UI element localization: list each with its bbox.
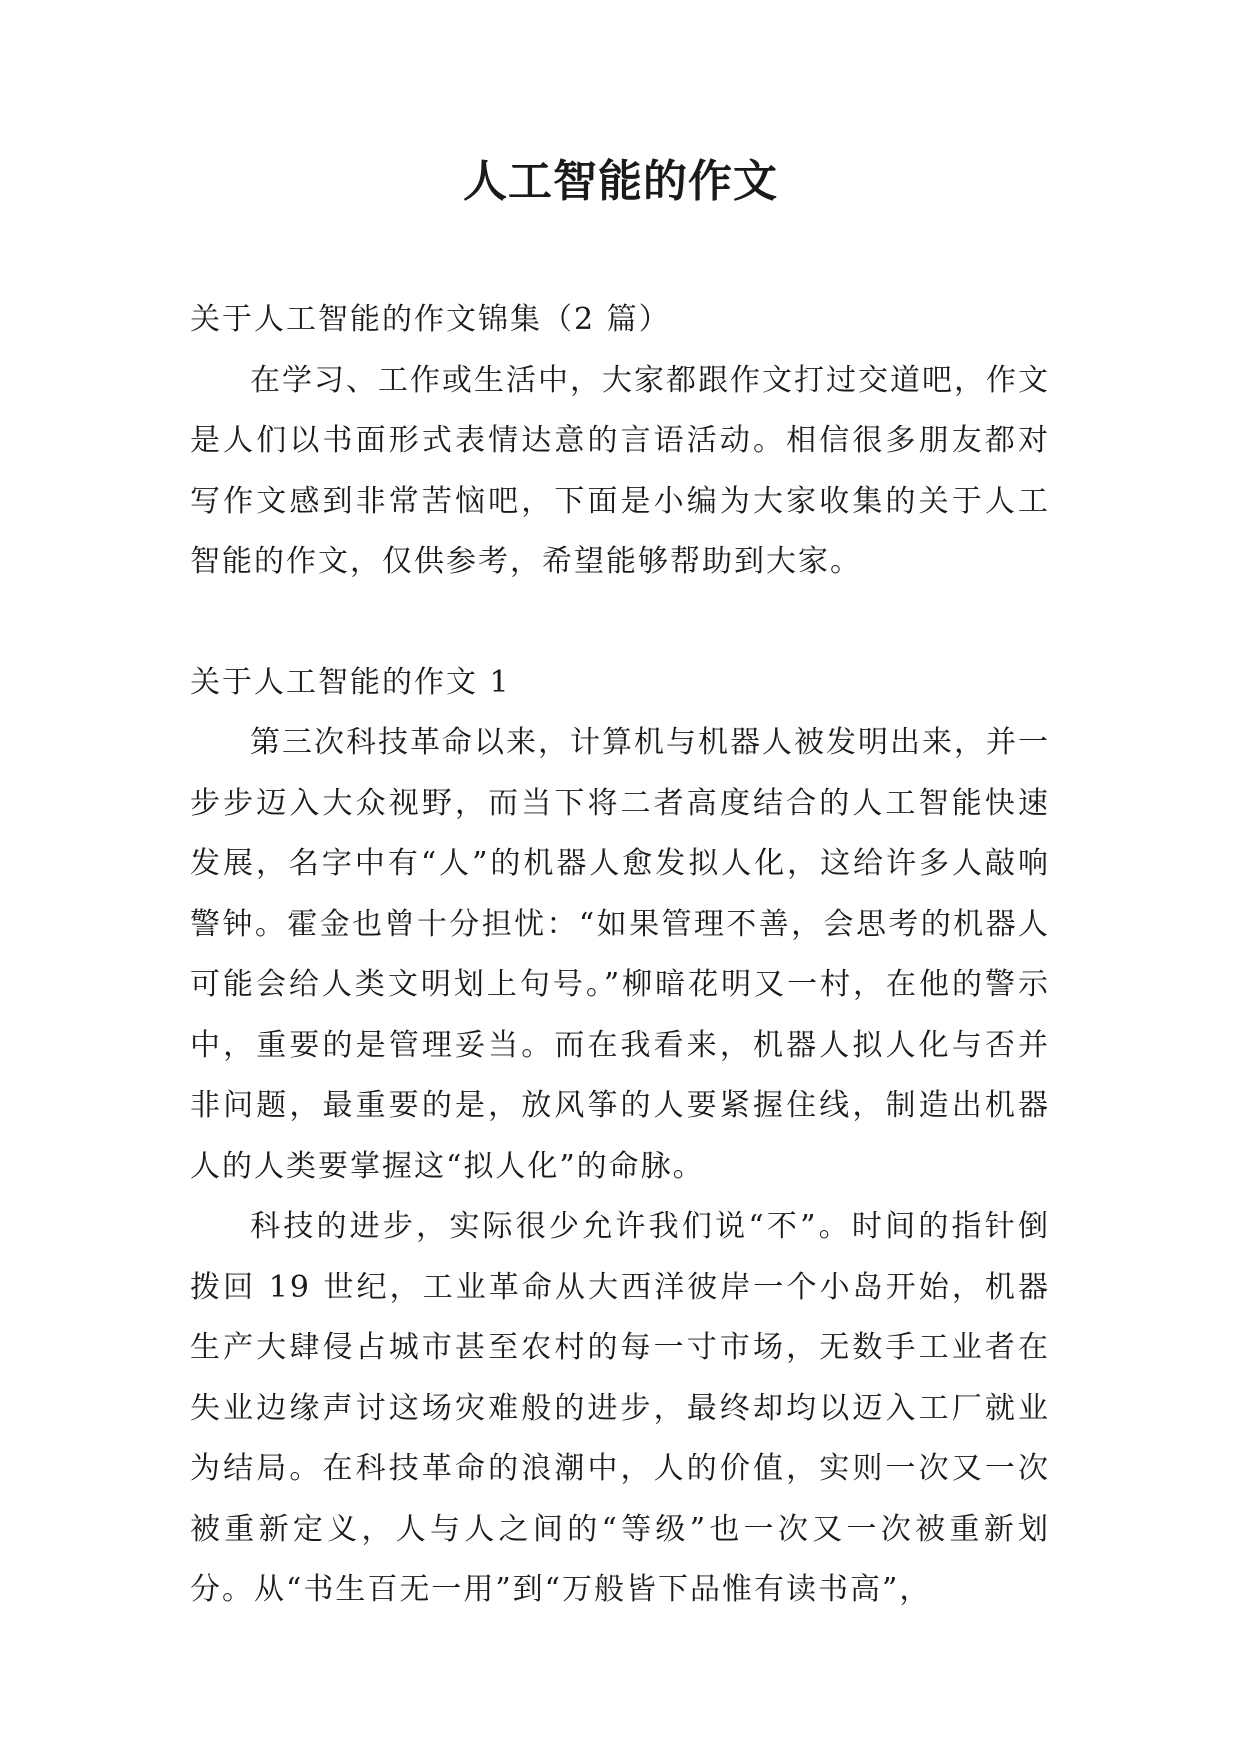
document-body [190, 290, 1050, 1621]
document-title: 人工智能的作文 [463, 156, 778, 207]
section-spacer [190, 593, 1050, 653]
essay1-paragraph: 科技的进步，实际很少允许我们说“不”。时间的指针倒拨回 19 世纪，工业革命从大西洋彼岸一个小岛开始，机器生产大肆侵占城市甚至农村的每一寸市场，无数手工业者在失业边缘声讨这场灾难般的进步，最终却均以迈入工厂就业为结局。在科技革命的浪潮中，人的价值，实则一次又一次被重新定义，人与人之间的“等级”也一次又一次被重新划分。从“书生百无一用”到“万般皆下品惟有读书高”， [190, 1209, 1050, 1607]
intro-heading: 关于人工智能的作文锦集（2 篇） [190, 302, 671, 337]
intro-paragraph: 在学习、工作或生活中，大家都跟作文打过交道吧，作文是人们以书面形式表情达意的言语活动。相信很多朋友都对写作文感到非常苦恼吧，下面是小编为大家收集的关于人工智能的作文，仅供参考，希望能够帮助到大家。 [190, 362, 1050, 579]
essay1-paragraph: 第三次科技革命以来，计算机与机器人被发明出来，并一步步迈入大众视野，而当下将二者高度结合的人工智能快速发展，名字中有“人”的机器人愈发拟人化，这给许多人敲响警钟。霍金也曾十分担忧：“如果管理不善，会思考的机器人可能会给人类文明划上句号。”柳暗花明又一村，在他的警示中，重要的是管理妥当。而在我看来，机器人拟人化与否并非问题，最重要的是，放风筝的人要紧握住线，制造出机器人的人类要掌握这“拟人化”的命脉。 [190, 725, 1050, 1184]
essay1-heading: 关于人工智能的作文 1 [190, 664, 511, 700]
